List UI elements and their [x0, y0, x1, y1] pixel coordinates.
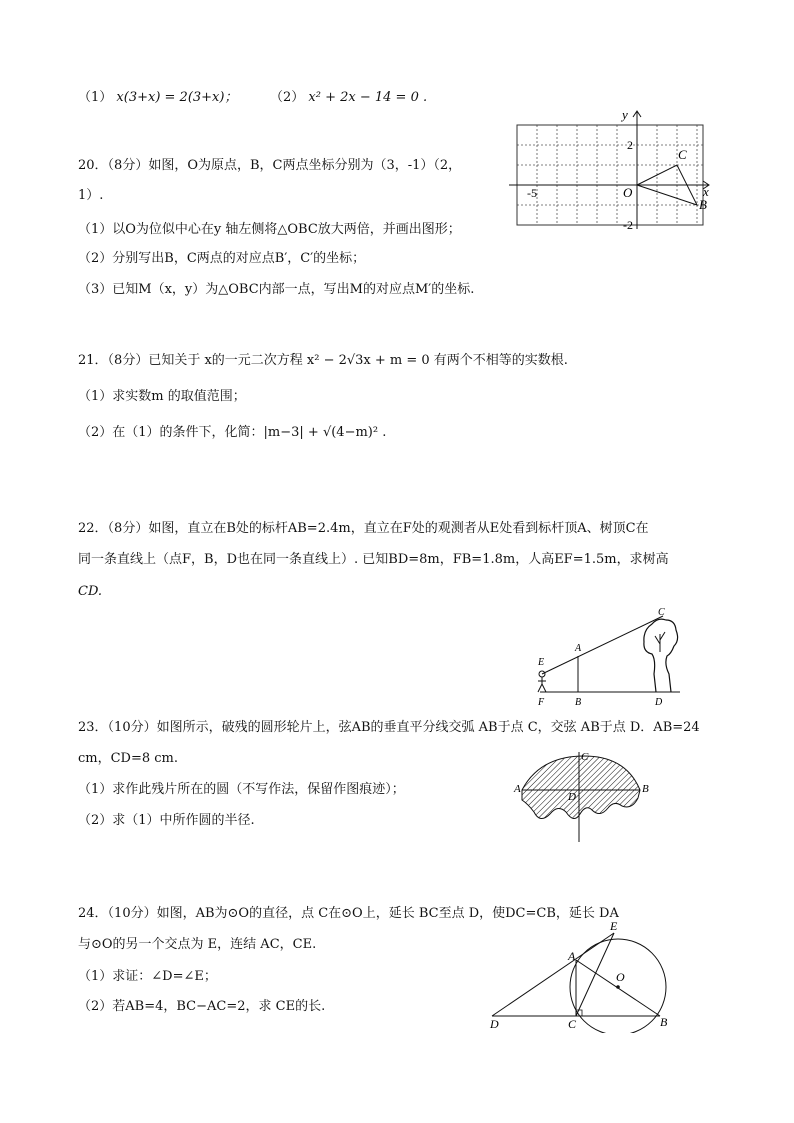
- q20-origin-label: O: [623, 185, 633, 200]
- q23-label-c: C: [581, 751, 589, 763]
- q19-part2-label: （2）: [270, 90, 305, 105]
- q20-point-b-label: B: [699, 197, 707, 212]
- q24-stem-line2: 与⊙O的另一个交点为 E，连结 AC，CE.: [78, 937, 317, 952]
- q23-label-b: B: [642, 783, 649, 795]
- q23-stem-line1: 23．（10分）如图所示，破残的圆形轮片上，弦AB的垂直平分线交弧 AB于点 C，交弦 AB于点 D．AB=24: [78, 720, 700, 735]
- q20-tick-neg5: -5: [527, 186, 537, 200]
- q24-label-a: A: [568, 949, 576, 963]
- q20-grid-border: [517, 125, 703, 225]
- q24-label-b: B: [660, 1015, 668, 1029]
- q23-broken-wheel-figure: [512, 748, 662, 844]
- q23-subquestion-1: （1）求作此残片所在的圆（不写作法，保留作图痕迹）；: [78, 782, 405, 797]
- q24-subquestion-1: （1）求证：∠D=∠E；: [78, 969, 217, 984]
- q21-subquestion-2: （2）在（1）的条件下，化简：|m−3| + √(4−m)² .: [78, 425, 387, 440]
- q22-label-c: C: [658, 607, 665, 618]
- q24-label-e: E: [610, 919, 618, 933]
- q24-label-c: C: [568, 1017, 577, 1031]
- q22-label-d: D: [655, 697, 663, 708]
- q23-label-d: D: [568, 791, 576, 803]
- q20-subquestion-2: （2）分别写出B，C两点的对应点B′，C′的坐标；: [78, 251, 366, 266]
- q22-sight-line: [542, 616, 663, 674]
- q20-tick-2: 2: [627, 138, 633, 152]
- q20-point-c-label: C: [678, 147, 687, 162]
- q19-part1: [78, 89, 237, 107]
- q21-subquestion-1: （1）求实数m 的取值范围；: [78, 389, 246, 404]
- q22-stem-line3: CD.: [78, 584, 103, 599]
- q24-label-d: D: [490, 1017, 499, 1031]
- q24-subquestion-2: （2）若AB=4，BC−AC=2，求 CE的长.: [78, 999, 326, 1014]
- q24-segment-de: [492, 933, 614, 1016]
- q22-tree-branches: [655, 632, 665, 652]
- q24-stem-line1: 24．（10分）如图，AB为⊙O的直径，点 C在⊙O上，延长 BC至点 D，使DC=CB，延长 DA: [78, 906, 619, 921]
- q20-grid: [517, 125, 703, 225]
- q23-stem-line2: cm，CD=8 cm.: [78, 751, 179, 766]
- q20-x-label: x: [703, 184, 709, 199]
- q22-label-a: A: [575, 643, 582, 654]
- q23-subquestion-2: （2）求（1）中所作圆的半径.: [78, 813, 255, 828]
- q19-part2: [270, 89, 427, 107]
- q23-label-a: A: [514, 783, 521, 795]
- q22-stem-line1: 22．（8分）如图，直立在B处的标杆AB=2.4m，直立在F处的观测者从E处看到标杆顶A、树顶C在: [78, 521, 649, 536]
- q20-tick-neg2: -2: [623, 218, 633, 232]
- q19-part1-label: （1）: [78, 90, 113, 105]
- q24-circle-figure: [484, 918, 684, 1033]
- q22-tree-figure: [530, 604, 690, 710]
- q23-wheel-fragment: [522, 756, 640, 819]
- q22-stem-line2: 同一条直线上（点F，B，D也在同一条直线上）. 已知BD=8m，FB=1.8m，人高EF=1.5m，求树高: [78, 552, 669, 567]
- q22-observer-body: [538, 677, 546, 692]
- q20-subquestion-3: （3）已知M（x，y）为△OBC内部一点，写出M的对应点M′的坐标.: [78, 282, 475, 297]
- q19-part2-equation: x² + 2x − 14 = 0 .: [308, 90, 428, 105]
- q24-label-o: O: [616, 970, 625, 984]
- q22-label-f: F: [538, 697, 545, 708]
- q19-part1-equation: x(3+x) = 2(3+x)；: [116, 90, 238, 105]
- q24-center-dot: [616, 985, 620, 989]
- q20-y-label: y: [622, 107, 628, 122]
- q20-stem-line2: 1）.: [78, 188, 104, 203]
- q21-stem: 21．（8分）已知关于 x的一元二次方程 x² − 2√3x + m = 0 有两个不相等的实数根.: [78, 353, 568, 368]
- q20-coordinate-figure: [505, 105, 720, 235]
- q20-stem-line1: 20．（8分）如图，O为原点，B，C两点坐标分别为（3，-1）（2，: [78, 158, 462, 173]
- q22-label-e: E: [538, 657, 545, 668]
- q22-label-b: B: [575, 697, 582, 708]
- q22-tree: [644, 619, 678, 692]
- q20-subquestion-1: （1）以O为位似中心在y 轴左侧将△OBC放大两倍，并画出图形；: [78, 222, 461, 237]
